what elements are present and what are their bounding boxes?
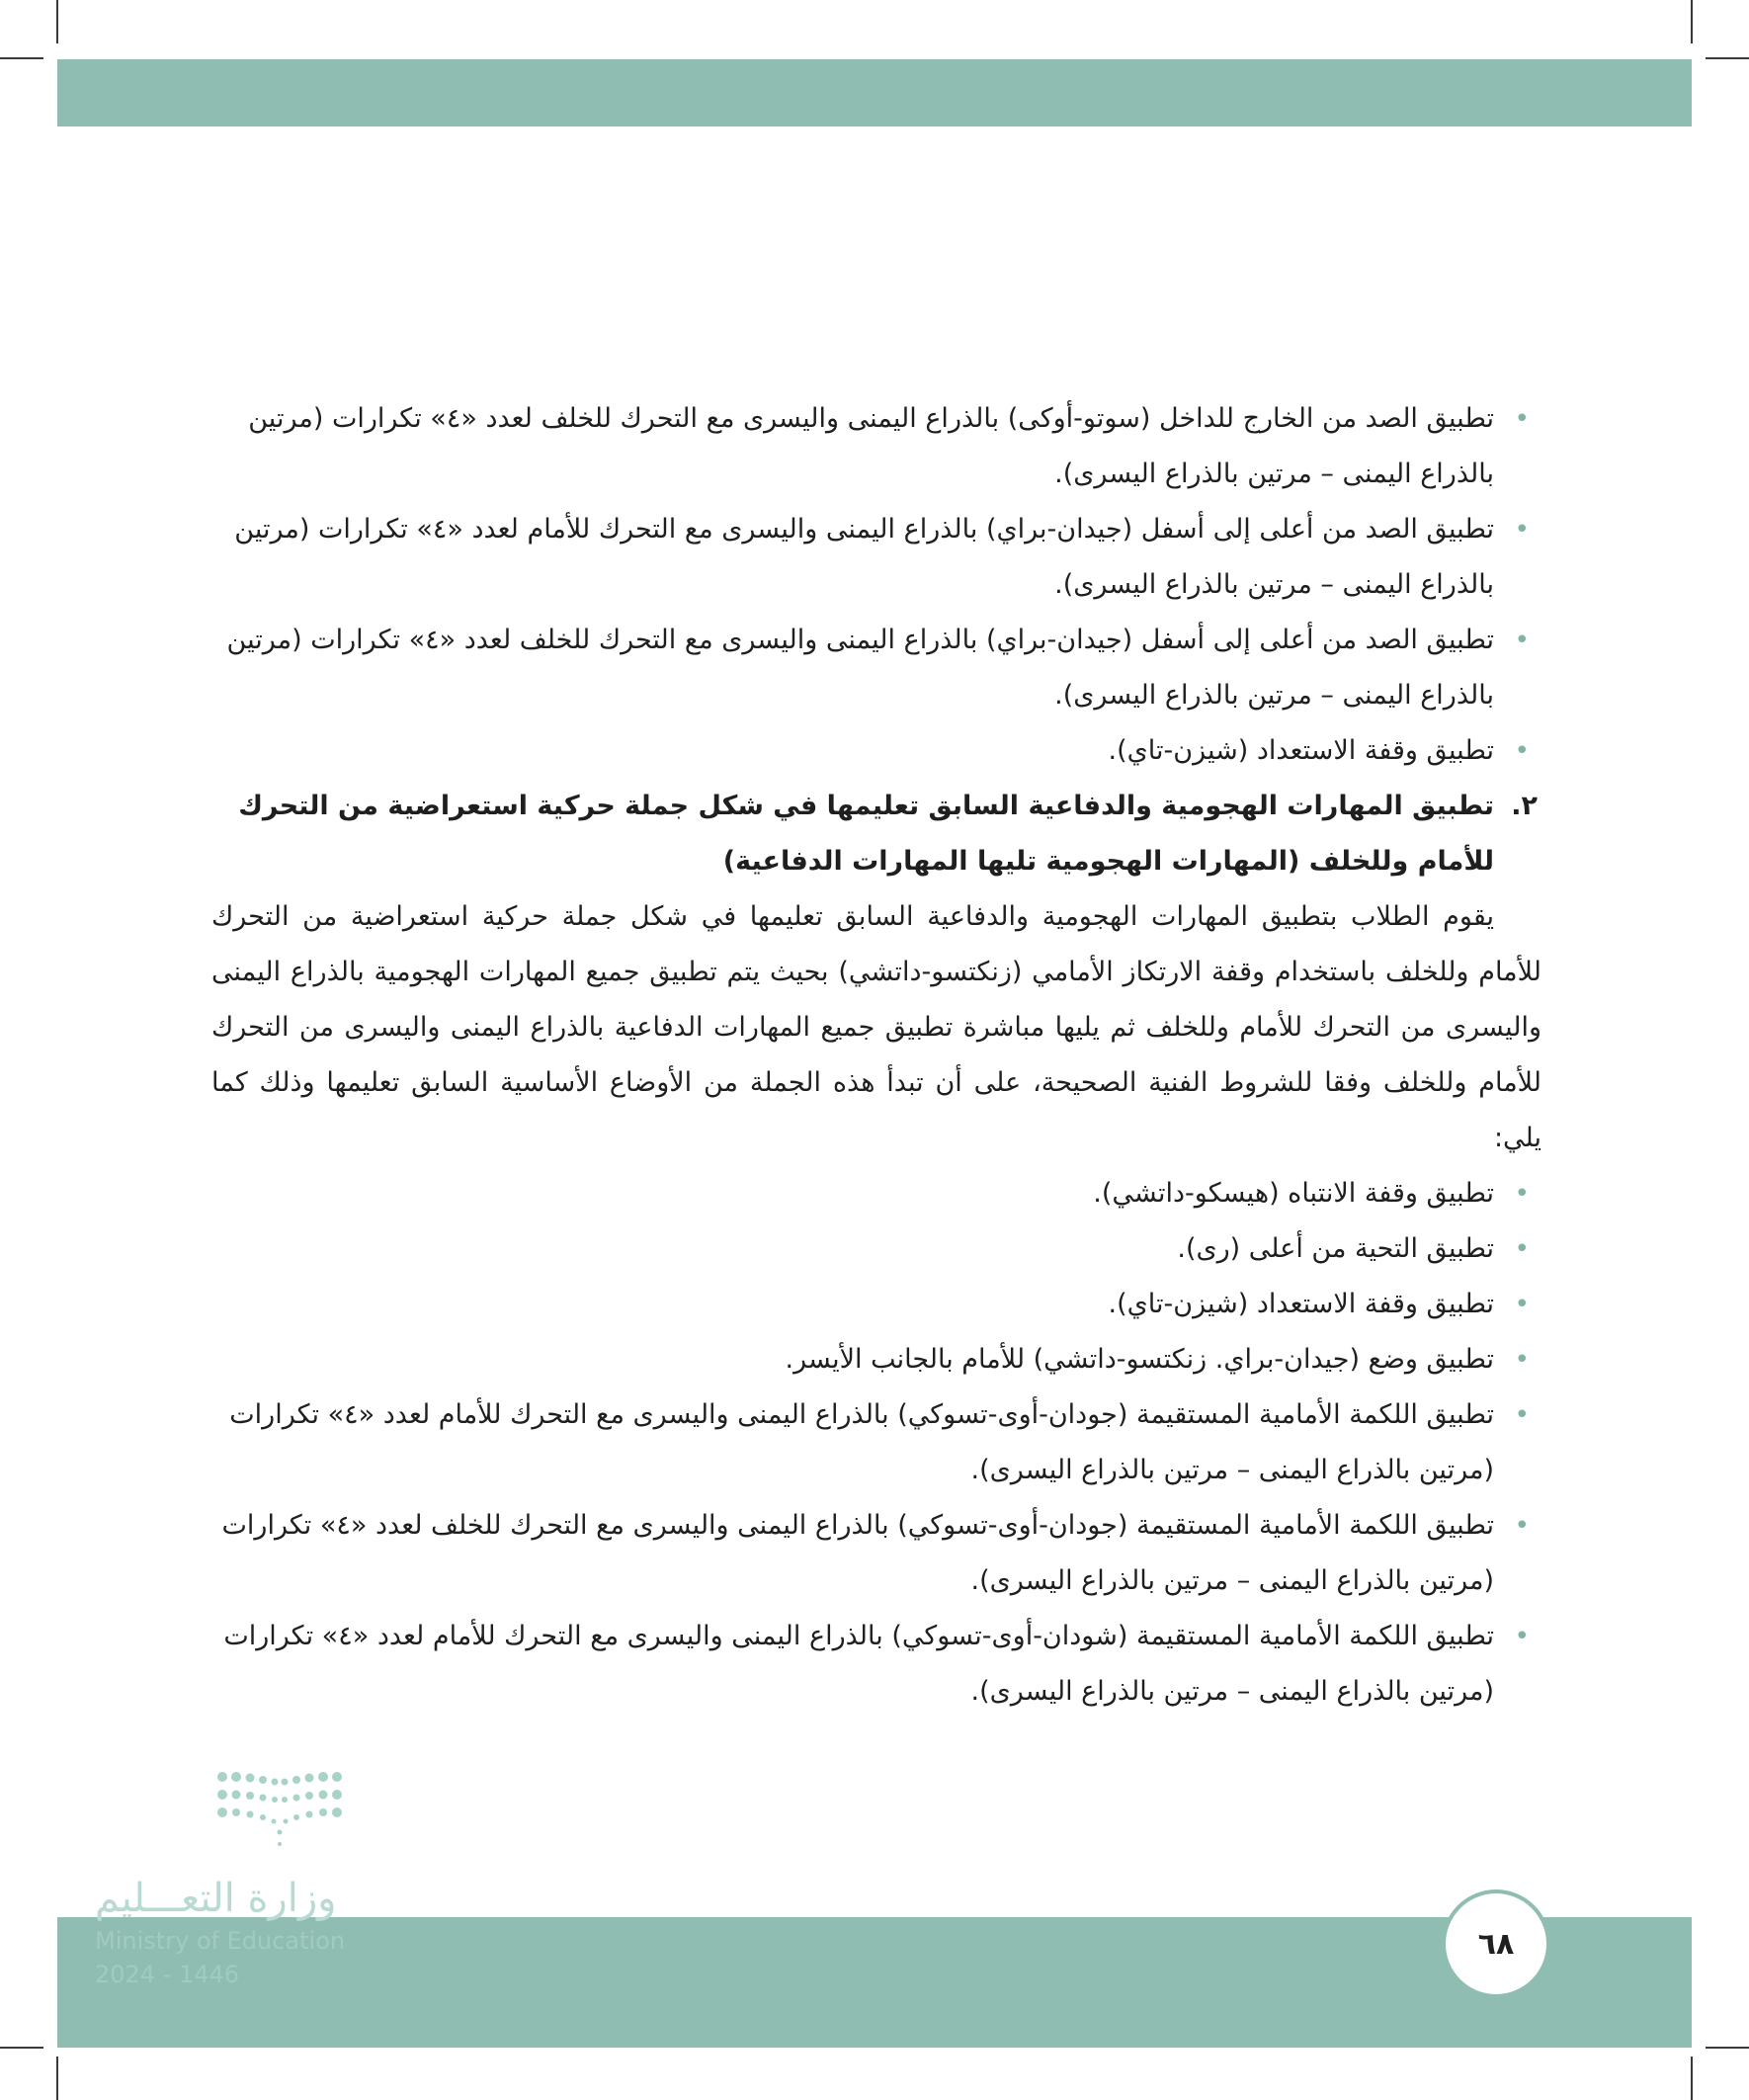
ministry-dots-logo-icon	[217, 1769, 342, 1858]
crop-mark	[1691, 2057, 1693, 2100]
list-item: • تطبيق وقفة الانتباه (هيسكو-داتشي).	[211, 1166, 1541, 1221]
section-number: ٢.	[1511, 791, 1538, 821]
list-item: • تطبيق وقفة الاستعداد (شيزن-تاي).	[211, 723, 1541, 779]
crop-mark	[56, 0, 58, 43]
list-item: • تطبيق وضع (جيدان-براي. زنكتسو-داتشي) للأمام بالجانب الأيسر.	[211, 1332, 1541, 1387]
list-item: • تطبيق اللكمة الأمامية المستقيمة (شودان-أوى-تسوكي) بالذراع اليمنى واليسرى مع التحرك للأمام لعدد «٤» تكرارات (مرتين بالذراع اليمنى – مرتين بالذراع اليسرى).	[211, 1609, 1541, 1720]
header-band	[57, 59, 1692, 126]
ministry-name-en: Ministry of Education	[95, 1927, 346, 1955]
list-item: • تطبيق الصد من الخارج للداخل (سوتو-أوكى) بالذراع اليمنى واليسرى مع التحرك للخلف لعدد «٤» تكرارات (مرتين بالذراع اليمنى – مرتين بالذراع اليسرى).	[211, 391, 1541, 502]
page-content	[211, 391, 1541, 1720]
bullet-list	[211, 391, 1541, 779]
crop-mark	[56, 2057, 58, 2100]
crop-mark	[1706, 2047, 1749, 2049]
list-item: • تطبيق اللكمة الأمامية المستقيمة (جودان-أوى-تسوكي) بالذراع اليمنى واليسرى مع التحرك للأمام لعدد «٤» تكرارات (مرتين بالذراع اليمنى – مرتين بالذراع اليسرى).	[211, 1387, 1541, 1498]
crop-mark	[1706, 57, 1749, 59]
section-heading	[211, 779, 1541, 889]
ministry-logo	[95, 1769, 372, 1996]
list-item: • تطبيق اللكمة الأمامية المستقيمة (جودان-أوى-تسوكي) بالذراع اليمنى واليسرى مع التحرك للخلف لعدد «٤» تكرارات (مرتين بالذراع اليمنى – مرتين بالذراع اليسرى).	[211, 1498, 1541, 1609]
list-item: • تطبيق الصد من أعلى إلى أسفل (جيدان-براي) بالذراع اليمنى واليسرى مع التحرك للأمام لعدد «٤» تكرارات (مرتين بالذراع اليمنى – مرتين بالذراع اليسرى).	[211, 502, 1541, 613]
section-heading-text: تطبيق المهارات الهجومية والدفاعية السابق تعليمها في شكل جملة حركية استعراضية من التحرك للأمام وللخلف (المهارات الهجومية تليها المهارات الدفاعية)	[238, 791, 1494, 877]
list-item: • تطبيق وقفة الاستعداد (شيزن-تاي).	[211, 1277, 1541, 1332]
edition-year: 2024 - 1446	[95, 1961, 240, 1988]
ministry-name-ar: وزارة التعـــليم	[95, 1876, 337, 1921]
bullet-list	[211, 1166, 1541, 1720]
crop-mark	[0, 2047, 43, 2049]
list-item: • تطبيق التحية من أعلى (رى).	[211, 1221, 1541, 1277]
list-item: • تطبيق الصد من أعلى إلى أسفل (جيدان-براي) بالذراع اليمنى واليسرى مع التحرك للخلف لعدد «٤» تكرارات (مرتين بالذراع اليمنى – مرتين بالذراع اليسرى).	[211, 613, 1541, 723]
body-paragraph: يقوم الطلاب بتطبيق المهارات الهجومية والدفاعية السابق تعليمها في شكل جملة حركية استعراضية من التحرك للأمام وللخلف باستخدام وقفة الارتكاز الأمامي (زنكتسو-داتشي) بحيث يتم تطبيق جميع المهارات الهجومية بالذراع اليمنى واليسرى من التحرك للأمام وللخلف ثم يليها مباشرة تطبيق جميع المهارات الدفاعية بالذراع اليمنى واليسرى من التحرك للأمام وللخلف وفقا للشروط الفنية الصحيحة، على أن تبدأ هذه الجملة من الأوضاع الأساسية السابق تعليمها وذلك كما يلي:	[211, 901, 1541, 1153]
crop-mark	[1691, 0, 1693, 43]
crop-mark	[0, 57, 43, 59]
page-number: ٦٨	[1442, 1890, 1550, 1998]
